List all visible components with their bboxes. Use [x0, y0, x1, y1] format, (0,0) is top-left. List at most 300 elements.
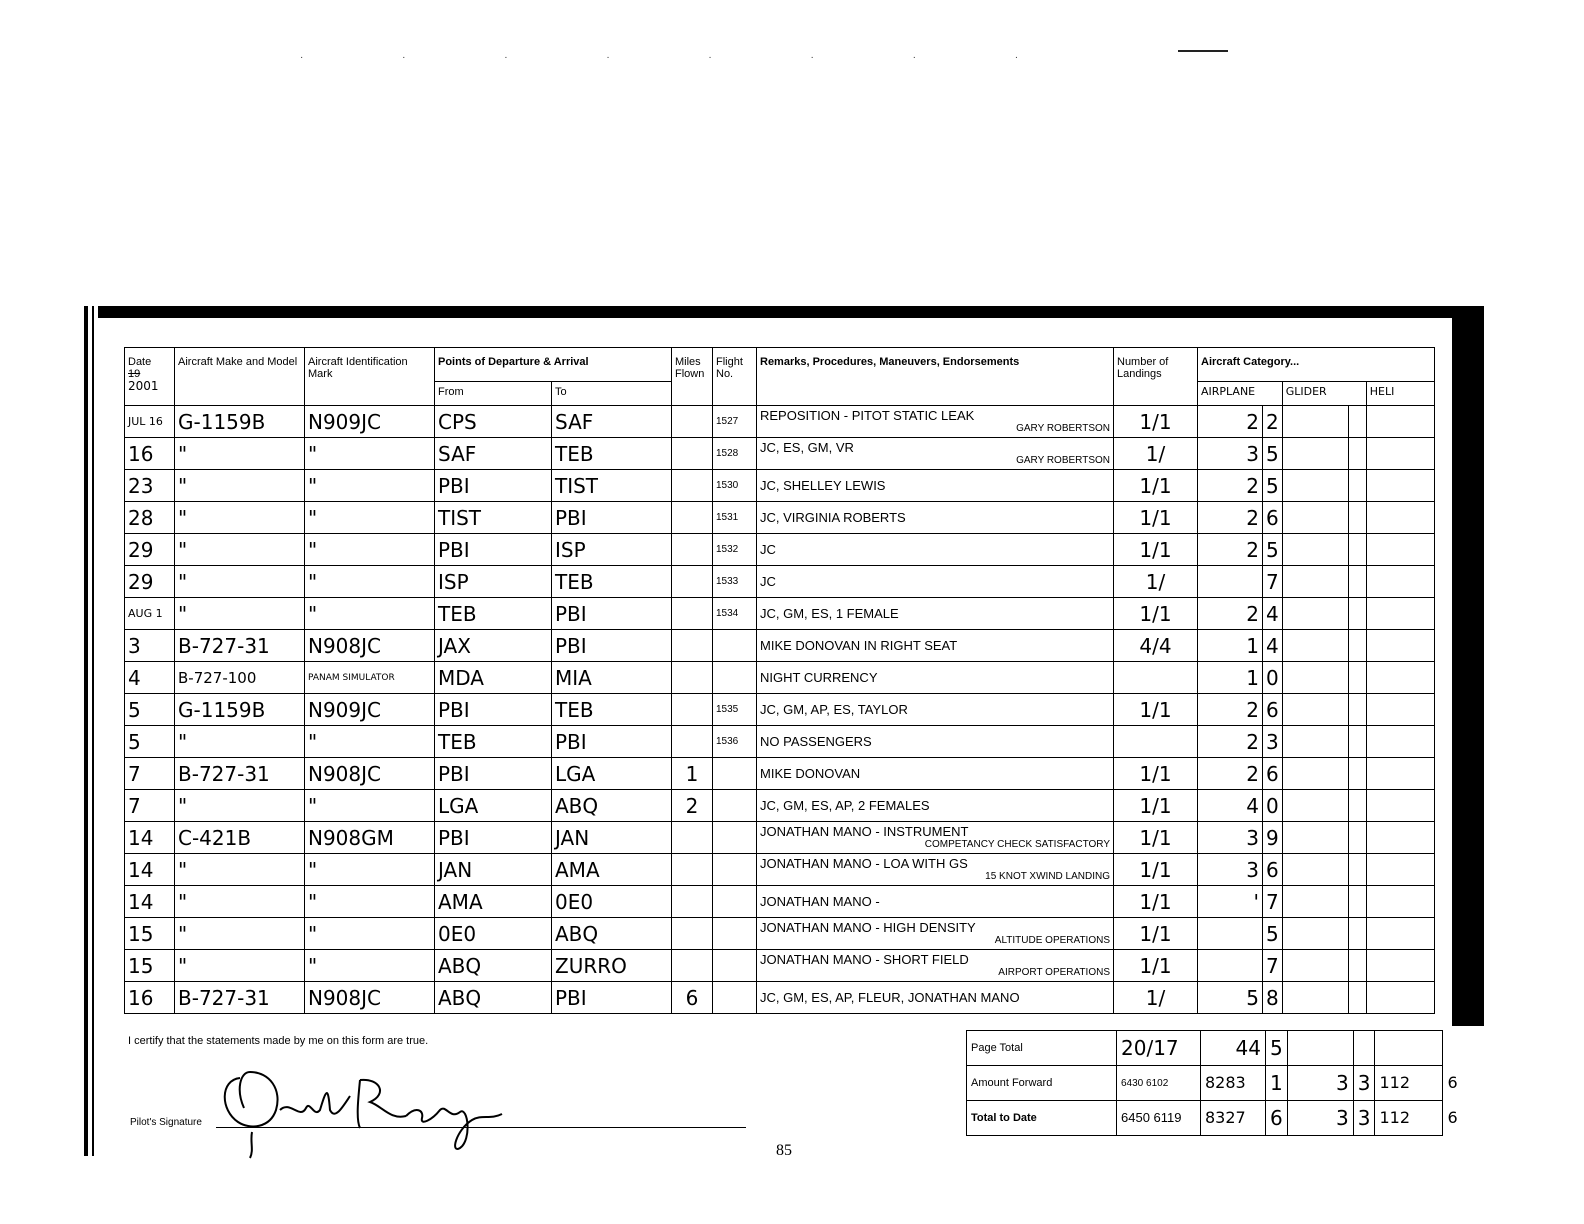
- log-aircraft-id: ": [305, 854, 435, 886]
- log-airplane-tenths: 6: [1263, 758, 1283, 790]
- log-miles: [672, 918, 713, 950]
- log-from: PBI: [435, 694, 552, 726]
- amount-forward-row: [967, 1066, 1463, 1101]
- table-row: [125, 918, 1435, 950]
- log-glider-hours: [1282, 662, 1348, 694]
- log-heli-hours: [1366, 982, 1434, 1014]
- page-total-label: Page Total: [967, 1031, 1117, 1066]
- log-flight-no: [713, 982, 757, 1014]
- log-airplane-hours: [1198, 566, 1263, 598]
- total-hours: 8327: [1201, 1101, 1266, 1136]
- table-row: [125, 502, 1435, 534]
- table-row: [125, 566, 1435, 598]
- log-glider-tenths: [1348, 662, 1366, 694]
- log-from: TIST: [435, 502, 552, 534]
- log-remarks: [757, 470, 1114, 502]
- log-aircraft-make: ": [175, 886, 305, 918]
- log-remarks: [757, 694, 1114, 726]
- log-from: ISP: [435, 566, 552, 598]
- log-remarks: [757, 438, 1114, 470]
- log-miles: [672, 726, 713, 758]
- forward-heli-tenths: 6: [1447, 1073, 1458, 1092]
- log-airplane-tenths: 7: [1263, 566, 1283, 598]
- log-glider-hours: [1282, 502, 1348, 534]
- log-miles: [672, 854, 713, 886]
- log-aircraft-make: ": [175, 854, 305, 886]
- remarks-line-1: JC, SHELLEY LEWIS: [760, 477, 886, 493]
- log-remarks: [757, 950, 1114, 982]
- log-miles: 1: [672, 758, 713, 790]
- remarks-line-1: REPOSITION - PITOT STATIC LEAK: [760, 408, 975, 423]
- log-aircraft-make: B-727-31: [175, 982, 305, 1014]
- log-aircraft-id: ": [305, 886, 435, 918]
- log-airplane-tenths: 4: [1263, 630, 1283, 662]
- log-heli-hours: [1366, 470, 1434, 502]
- log-flight-no: 1532: [713, 534, 757, 566]
- log-date: 5: [125, 694, 175, 726]
- log-landings: 1/1: [1114, 534, 1198, 566]
- log-from: PBI: [435, 534, 552, 566]
- log-aircraft-id: ": [305, 950, 435, 982]
- table-row: [125, 822, 1435, 854]
- log-aircraft-id: N909JC: [305, 694, 435, 726]
- log-landings: 1/1: [1114, 790, 1198, 822]
- log-remarks: [757, 790, 1114, 822]
- remarks-line-2: AIRPORT OPERATIONS: [998, 967, 1110, 978]
- forward-glider-tenths: 3: [1353, 1066, 1375, 1101]
- log-to: JAN: [552, 822, 672, 854]
- log-glider-tenths: [1348, 790, 1366, 822]
- forward-landings: 6430 6102: [1117, 1066, 1201, 1101]
- log-date: 5: [125, 726, 175, 758]
- scan-noise: · · · · · · · ·: [300, 52, 1067, 63]
- log-aircraft-id: ": [305, 598, 435, 630]
- log-glider-tenths: [1348, 534, 1366, 566]
- log-date: 23: [125, 470, 175, 502]
- log-remarks: [757, 662, 1114, 694]
- log-airplane-tenths: 0: [1263, 790, 1283, 822]
- log-airplane-hours: 2: [1198, 502, 1263, 534]
- log-glider-hours: [1282, 790, 1348, 822]
- log-glider-tenths: [1348, 406, 1366, 438]
- aircraft-make-header: Aircraft Make and Model: [175, 348, 305, 406]
- log-glider-hours: [1282, 534, 1348, 566]
- log-to: 0E0: [552, 886, 672, 918]
- remarks-line-1: JONATHAN MANO - SHORT FIELD: [760, 952, 969, 967]
- remarks-line-2: 15 KNOT XWIND LANDING: [985, 871, 1110, 882]
- log-flight-no: 1530: [713, 470, 757, 502]
- forward-tenths: 1: [1266, 1066, 1288, 1101]
- remarks-line-1: JC, GM, AP, ES, TAYLOR: [760, 701, 908, 717]
- log-date: AUG 1: [125, 598, 175, 630]
- remarks-line-1: JONATHAN MANO - HIGH DENSITY: [760, 920, 976, 935]
- remarks-line-1: NO PASSENGERS: [760, 733, 872, 749]
- log-airplane-tenths: 7: [1263, 950, 1283, 982]
- log-aircraft-make: ": [175, 950, 305, 982]
- amount-forward-label: Amount Forward: [967, 1066, 1117, 1101]
- log-aircraft-id: ": [305, 470, 435, 502]
- log-glider-hours: [1282, 758, 1348, 790]
- log-remarks: [757, 886, 1114, 918]
- category-airplane: AIRPLANE: [1198, 382, 1283, 406]
- log-miles: [672, 886, 713, 918]
- log-airplane-tenths: 2: [1263, 406, 1283, 438]
- log-remarks: [757, 822, 1114, 854]
- log-landings: 1/1: [1114, 854, 1198, 886]
- log-from: SAF: [435, 438, 552, 470]
- log-from: 0E0: [435, 918, 552, 950]
- log-landings: 1/1: [1114, 502, 1198, 534]
- log-airplane-tenths: 6: [1263, 694, 1283, 726]
- log-to: PBI: [552, 630, 672, 662]
- log-glider-hours: [1282, 854, 1348, 886]
- log-date: 14: [125, 854, 175, 886]
- log-flight-no: [713, 758, 757, 790]
- log-aircraft-make: ": [175, 438, 305, 470]
- remarks-line-1: JC: [760, 541, 776, 557]
- remarks-line-1: JC, GM, ES, AP, FLEUR, JONATHAN MANO: [760, 989, 1020, 1005]
- scan-edge: [1452, 306, 1484, 1026]
- log-glider-hours: [1282, 822, 1348, 854]
- log-miles: [672, 502, 713, 534]
- log-miles: 2: [672, 790, 713, 822]
- log-remarks: [757, 502, 1114, 534]
- log-heli-hours: [1366, 630, 1434, 662]
- points-header: Points of Departure & Arrival: [435, 348, 672, 382]
- log-airplane-hours: 5: [1198, 982, 1263, 1014]
- remarks-line-2: GARY ROBERTSON: [1016, 455, 1110, 466]
- log-from: PBI: [435, 822, 552, 854]
- log-glider-hours: [1282, 950, 1348, 982]
- log-glider-hours: [1282, 726, 1348, 758]
- log-airplane-tenths: 0: [1263, 662, 1283, 694]
- log-heli-hours: [1366, 950, 1434, 982]
- log-from: JAX: [435, 630, 552, 662]
- log-date: 15: [125, 918, 175, 950]
- category-glider: GLIDER: [1282, 382, 1366, 406]
- log-airplane-hours: 3: [1198, 854, 1263, 886]
- log-heli-hours: [1366, 822, 1434, 854]
- log-to: PBI: [552, 598, 672, 630]
- flight-no-header: Flight No.: [713, 348, 757, 406]
- log-flight-no: [713, 886, 757, 918]
- log-aircraft-make: ": [175, 598, 305, 630]
- log-from: AMA: [435, 886, 552, 918]
- log-glider-hours: [1282, 566, 1348, 598]
- total-tenths: 6: [1266, 1101, 1288, 1136]
- log-aircraft-id: ": [305, 790, 435, 822]
- aircraft-id-header: Aircraft Identification Mark: [305, 348, 435, 406]
- log-airplane-hours: [1198, 950, 1263, 982]
- log-from: LGA: [435, 790, 552, 822]
- log-date: 7: [125, 758, 175, 790]
- log-flight-no: 1534: [713, 598, 757, 630]
- log-flight-no: 1527: [713, 406, 757, 438]
- log-glider-tenths: [1348, 950, 1366, 982]
- log-heli-hours: [1366, 598, 1434, 630]
- forward-glider: 3: [1287, 1066, 1353, 1101]
- log-landings: 1/1: [1114, 470, 1198, 502]
- log-date: 7: [125, 790, 175, 822]
- category-header: Aircraft Category...: [1198, 348, 1435, 382]
- log-miles: 6: [672, 982, 713, 1014]
- table-row: [125, 630, 1435, 662]
- log-date: 3: [125, 630, 175, 662]
- log-aircraft-make: ": [175, 534, 305, 566]
- log-glider-tenths: [1348, 982, 1366, 1014]
- page-number: 85: [776, 1142, 792, 1159]
- log-landings: 1/: [1114, 566, 1198, 598]
- log-flight-no: 1528: [713, 438, 757, 470]
- total-glider-tenths: 3: [1353, 1101, 1375, 1136]
- remarks-header: Remarks, Procedures, Maneuvers, Endorsements: [757, 348, 1114, 406]
- log-aircraft-make: ": [175, 790, 305, 822]
- log-aircraft-id: ": [305, 566, 435, 598]
- remarks-line-1: MIKE DONOVAN IN RIGHT SEAT: [760, 637, 958, 653]
- log-flight-no: [713, 630, 757, 662]
- log-glider-tenths: [1348, 918, 1366, 950]
- log-aircraft-make: ": [175, 918, 305, 950]
- log-remarks: [757, 726, 1114, 758]
- log-heli-hours: [1366, 438, 1434, 470]
- log-landings: 4/4: [1114, 630, 1198, 662]
- pilot-signature: [210, 1050, 530, 1160]
- log-airplane-tenths: 8: [1263, 982, 1283, 1014]
- log-glider-tenths: [1348, 726, 1366, 758]
- log-to: ABQ: [552, 918, 672, 950]
- log-landings: 1/: [1114, 982, 1198, 1014]
- total-to-date-label: Total to Date: [967, 1101, 1117, 1136]
- log-miles: [672, 438, 713, 470]
- log-aircraft-make: B-727-31: [175, 758, 305, 790]
- log-remarks: [757, 406, 1114, 438]
- log-remarks: [757, 982, 1114, 1014]
- log-airplane-hours: [1198, 918, 1263, 950]
- table-row: [125, 406, 1435, 438]
- log-glider-hours: [1282, 918, 1348, 950]
- total-landings: 6450 6119: [1117, 1101, 1201, 1136]
- year-printed: 19: [128, 368, 141, 380]
- log-aircraft-make: ": [175, 470, 305, 502]
- log-to: SAF: [552, 406, 672, 438]
- log-airplane-hours: 3: [1198, 822, 1263, 854]
- log-date: 14: [125, 822, 175, 854]
- log-airplane-tenths: 6: [1263, 502, 1283, 534]
- log-flight-no: [713, 950, 757, 982]
- log-from: PBI: [435, 470, 552, 502]
- category-helicopter: HELI: [1366, 382, 1434, 406]
- log-airplane-hours: 4: [1198, 790, 1263, 822]
- remarks-line-1: JONATHAN MANO -: [760, 893, 880, 909]
- log-airplane-hours: 1: [1198, 662, 1263, 694]
- remarks-line-2: GARY ROBERTSON: [1016, 423, 1110, 434]
- log-glider-hours: [1282, 630, 1348, 662]
- total-glider: 3: [1287, 1101, 1353, 1136]
- miles-header: Miles Flown: [672, 348, 713, 406]
- log-landings: 1/1: [1114, 886, 1198, 918]
- log-glider-tenths: [1348, 822, 1366, 854]
- page-total-tenths: 5: [1266, 1031, 1288, 1066]
- log-aircraft-make: ": [175, 726, 305, 758]
- scan-dash: [1178, 50, 1228, 52]
- log-heli-hours: [1366, 758, 1434, 790]
- log-flight-no: [713, 918, 757, 950]
- flight-log-table: [124, 347, 1435, 1014]
- log-to: TEB: [552, 566, 672, 598]
- log-airplane-tenths: 4: [1263, 598, 1283, 630]
- remarks-line-1: JONATHAN MANO - LOA WITH GS: [760, 856, 968, 871]
- page-total-hours: 44: [1201, 1031, 1266, 1066]
- log-from: CPS: [435, 406, 552, 438]
- remarks-line-1: NIGHT CURRENCY: [760, 669, 878, 685]
- log-from: ABQ: [435, 982, 552, 1014]
- log-landings: 1/1: [1114, 406, 1198, 438]
- log-aircraft-make: B-727-31: [175, 630, 305, 662]
- log-date: 16: [125, 982, 175, 1014]
- log-to: PBI: [552, 726, 672, 758]
- log-aircraft-make: B-727-100: [175, 662, 305, 694]
- log-remarks: [757, 598, 1114, 630]
- log-flight-no: [713, 790, 757, 822]
- log-glider-tenths: [1348, 886, 1366, 918]
- total-heli-tenths: 6: [1447, 1108, 1458, 1127]
- remarks-line-1: JC, ES, GM, VR: [760, 440, 854, 455]
- log-to: TIST: [552, 470, 672, 502]
- log-to: ABQ: [552, 790, 672, 822]
- log-landings: 1/1: [1114, 822, 1198, 854]
- log-aircraft-id: PANAM SIMULATOR: [305, 662, 435, 694]
- log-remarks: [757, 534, 1114, 566]
- log-from: JAN: [435, 854, 552, 886]
- log-miles: [672, 630, 713, 662]
- log-aircraft-id: N908JC: [305, 630, 435, 662]
- binding-edge: [84, 306, 98, 1156]
- log-remarks: [757, 566, 1114, 598]
- log-glider-tenths: [1348, 854, 1366, 886]
- table-row: [125, 790, 1435, 822]
- log-aircraft-id: ": [305, 502, 435, 534]
- log-glider-tenths: [1348, 758, 1366, 790]
- remarks-line-1: JC, GM, ES, 1 FEMALE: [760, 605, 899, 621]
- log-glider-tenths: [1348, 438, 1366, 470]
- log-to: TEB: [552, 694, 672, 726]
- log-airplane-tenths: 5: [1263, 438, 1283, 470]
- log-landings: 1/1: [1114, 950, 1198, 982]
- log-airplane-tenths: 9: [1263, 822, 1283, 854]
- to-header: To: [552, 382, 672, 406]
- log-airplane-hours: 2: [1198, 598, 1263, 630]
- log-airplane-hours: 2: [1198, 470, 1263, 502]
- landings-header: Number of Landings: [1114, 348, 1198, 406]
- log-flight-no: 1535: [713, 694, 757, 726]
- log-flight-no: 1536: [713, 726, 757, 758]
- table-row: [125, 598, 1435, 630]
- log-airplane-tenths: 6: [1263, 854, 1283, 886]
- log-to: ISP: [552, 534, 672, 566]
- log-heli-hours: [1366, 886, 1434, 918]
- log-to: PBI: [552, 502, 672, 534]
- log-airplane-hours: 3: [1198, 438, 1263, 470]
- totals-table: [966, 1030, 1463, 1136]
- log-miles: [672, 534, 713, 566]
- remarks-line-1: MIKE DONOVAN: [760, 765, 861, 781]
- log-aircraft-id: ": [305, 438, 435, 470]
- page-total-row: [967, 1031, 1463, 1066]
- log-flight-no: 1533: [713, 566, 757, 598]
- log-miles: [672, 470, 713, 502]
- log-miles: [672, 566, 713, 598]
- remarks-line-2: ALTITUDE OPERATIONS: [994, 935, 1110, 946]
- remarks-line-1: JC, GM, ES, AP, 2 FEMALES: [760, 797, 930, 813]
- log-aircraft-id: ": [305, 534, 435, 566]
- log-heli-hours: [1366, 406, 1434, 438]
- log-miles: [672, 662, 713, 694]
- table-row: [125, 886, 1435, 918]
- log-miles: [672, 822, 713, 854]
- date-header: [125, 348, 175, 406]
- log-miles: [672, 406, 713, 438]
- log-date: 16: [125, 438, 175, 470]
- log-aircraft-make: G-1159B: [175, 406, 305, 438]
- log-glider-hours: [1282, 982, 1348, 1014]
- log-glider-hours: [1282, 438, 1348, 470]
- log-glider-hours: [1282, 694, 1348, 726]
- remarks-line-1: JC, VIRGINIA ROBERTS: [760, 509, 906, 525]
- log-miles: [672, 694, 713, 726]
- log-aircraft-make: C-421B: [175, 822, 305, 854]
- total-heli: 112: [1375, 1101, 1443, 1136]
- log-remarks: [757, 758, 1114, 790]
- from-header: From: [435, 382, 552, 406]
- log-landings: [1114, 662, 1198, 694]
- log-date: 4: [125, 662, 175, 694]
- log-date: JUL 16: [125, 406, 175, 438]
- log-landings: 1/1: [1114, 598, 1198, 630]
- log-glider-tenths: [1348, 598, 1366, 630]
- page-total-landings: 20/17: [1117, 1031, 1201, 1066]
- log-landings: 1/1: [1114, 918, 1198, 950]
- log-miles: [672, 950, 713, 982]
- table-row: [125, 438, 1435, 470]
- log-airplane-hours: 2: [1198, 726, 1263, 758]
- log-glider-tenths: [1348, 566, 1366, 598]
- log-airplane-hours: 2: [1198, 534, 1263, 566]
- log-heli-hours: [1366, 854, 1434, 886]
- remarks-line-1: JONATHAN MANO - INSTRUMENT: [760, 824, 969, 839]
- forward-heli: 112: [1375, 1066, 1443, 1101]
- log-flight-no: [713, 854, 757, 886]
- log-entries: [125, 406, 1435, 1014]
- log-to: AMA: [552, 854, 672, 886]
- log-airplane-tenths: 3: [1263, 726, 1283, 758]
- log-date: 15: [125, 950, 175, 982]
- log-flight-no: [713, 662, 757, 694]
- log-airplane-tenths: 5: [1263, 534, 1283, 566]
- date-label: Date: [128, 356, 152, 368]
- forward-hours: 8283: [1201, 1066, 1266, 1101]
- log-from: PBI: [435, 758, 552, 790]
- log-heli-hours: [1366, 694, 1434, 726]
- log-miles: [672, 598, 713, 630]
- log-to: MIA: [552, 662, 672, 694]
- log-airplane-hours: 1: [1198, 630, 1263, 662]
- log-aircraft-id: ": [305, 918, 435, 950]
- table-row: [125, 950, 1435, 982]
- log-to: PBI: [552, 982, 672, 1014]
- log-glider-tenths: [1348, 470, 1366, 502]
- log-aircraft-id: N908JC: [305, 758, 435, 790]
- log-glider-tenths: [1348, 502, 1366, 534]
